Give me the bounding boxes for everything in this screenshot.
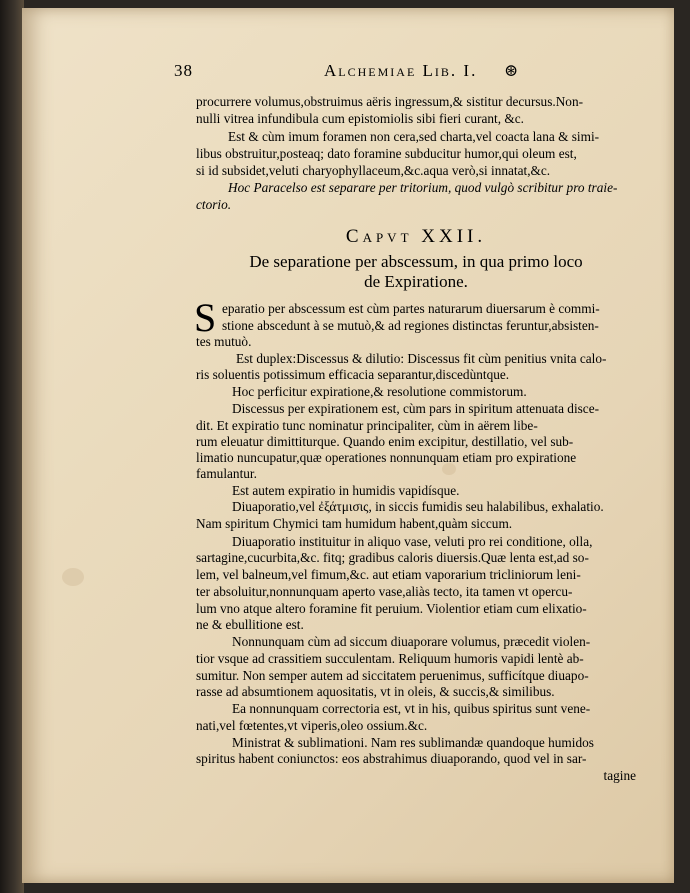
- text-line: rum eleuatur dimittiturque. Quando enim excipitur, destillatio, vel sub-: [196, 434, 574, 449]
- text-line: limatio nuncupatur,quæ operationes nonnunquam etiam pro expiratione: [196, 450, 577, 465]
- text-line: nati,vel fœtentes,vt viperis,oleo ossium.&c.: [196, 718, 428, 733]
- text-line: Est autem expiratio in humidis vapidísque.: [232, 483, 460, 498]
- paper-stain: [62, 568, 84, 586]
- text-line: Hoc Paracelso est separare per tritorium, quod vulgò scribitur pro traie-: [228, 180, 618, 195]
- running-head: [174, 61, 546, 85]
- text-line: Nam spiritum Chymici tam humidum habent,quàm siccum.: [196, 516, 513, 531]
- text-line: Est duplex:Discessus & dilutio: Discessus fit cùm penitius vnita calo-: [236, 351, 607, 366]
- text-line: ctorio.: [196, 197, 232, 212]
- text-line: procurrere volumus,obstruimus aëris ingressum,& sistitur decursus.Non-: [196, 94, 584, 109]
- text-line: nulli vitrea infundibula cum epistomiolis sibi fieri curant, &c.: [196, 111, 524, 126]
- drop-cap: S: [194, 295, 217, 340]
- text-line: tes mutuò.: [196, 334, 252, 349]
- text-line: sumitur. Non semper autem ad siccitatem peruenimus, sufficítque diuapo-: [196, 668, 589, 683]
- text-line: ris soluentis potissimum efficacia separantur,discedùntque.: [196, 367, 510, 382]
- chapter-title-line: de Expiratione.: [364, 272, 468, 291]
- text-line: rasse ad absumtionem aquositatis, vt in oleis, & succis,& similibus.: [196, 684, 555, 699]
- text-line: spiritus habent coniunctos: eos abstrahimus diuaporando, quod vel in sar-: [196, 751, 587, 766]
- chapter-number: Capvt XXII.: [345, 226, 487, 247]
- text-line: lum vno atque altero foramine fit peruium. Violentior etiam cum elixatio-: [196, 601, 587, 616]
- text-line: lem, vel balneum,vel fimum,&c. aut etiam vaporarium tricliniorum leni-: [196, 567, 581, 582]
- text-line: stione abscedunt à se mutuò,& ad regiones distinctas feruntur,absisten-: [222, 318, 599, 333]
- text-line: dit. Et expiratio tunc nominatur principaliter, cùm in aërem libe-: [196, 418, 538, 433]
- book-binding-edge: [0, 0, 24, 893]
- text-line: tior vsque ad crassitiem succulentam. Reliquum humoris vapidi lentè ab-: [196, 651, 584, 666]
- text-line: libus obstruitur,posteaq; dato foramine subducitur humor,qui oleum est,: [196, 146, 577, 161]
- ornament-icon: ⊛: [504, 61, 520, 80]
- chapter-title-line: De separatione per abscessum, in qua primo loco: [249, 252, 583, 271]
- text-line: Est & cùm imum foramen non cera,sed charta,vel coacta lana & simi-: [228, 129, 600, 144]
- text-line: ter absoluitur,nonnunquam aperto vase,aliàs tecto, ita tamen vt opercu-: [196, 584, 573, 599]
- text-line: Discessus per expirationem est, cùm pars in spiritum attenuata disce-: [232, 401, 600, 416]
- text-line: Diuaporatio,vel ἐξάτμισις, in siccis fumidis seu halabilibus, exhalatio.: [232, 499, 604, 514]
- text-line: ne & ebullitione est.: [196, 617, 304, 632]
- text-line: si id subsidet,veluti charyophyllaceum,&c.aqua verò,si innatat,&c.: [196, 163, 551, 178]
- text-line: Diuaporatio instituitur in aliquo vase, veluti pro rei conditione, olla,: [232, 534, 593, 549]
- catchword: tagine: [603, 768, 636, 783]
- text-line: Ea nonnunquam correctoria est, vt in his, quibus spiritus sunt vene-: [232, 701, 591, 716]
- text-line: famulantur.: [196, 466, 257, 481]
- text-line: Ministrat & sublimationi. Nam res sublimandæ quandoque humidos: [232, 735, 594, 750]
- text-line: Hoc perficitur expiratione,& resolutione commistorum.: [232, 384, 527, 399]
- page-number: 38: [174, 61, 193, 80]
- text-line: sartagine,cucurbita,&c. fitq; gradibus caloris diuersis.Quæ lenta est,ad so-: [196, 550, 589, 565]
- text-line: Nonnunquam cùm ad siccum diuaporare volumus, præcedit violen-: [232, 634, 591, 649]
- text-line: eparatio per abscessum est cùm partes naturarum diuersarum è commi-: [222, 301, 600, 316]
- running-title: Alchemiae Lib. I.: [324, 61, 478, 80]
